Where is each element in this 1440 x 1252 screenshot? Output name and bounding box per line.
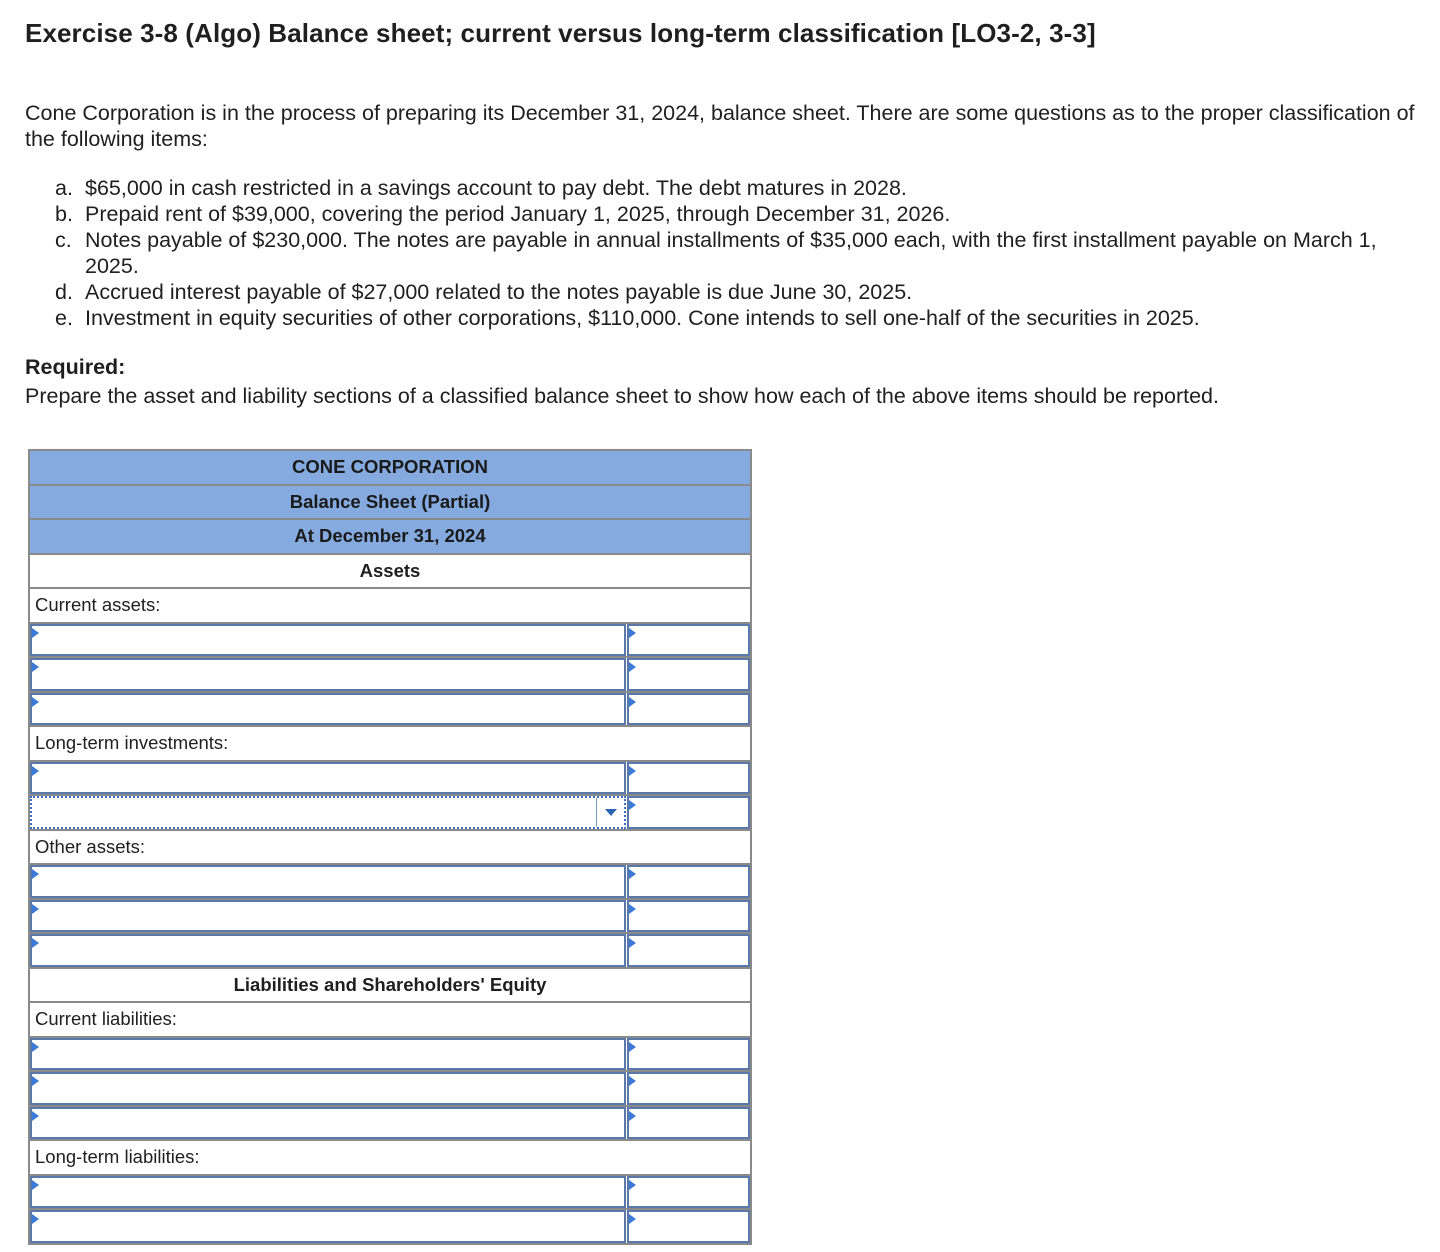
current-liability-1-amount-input[interactable] bbox=[627, 1038, 750, 1071]
other-asset-1-description-input[interactable] bbox=[30, 865, 626, 898]
table-row bbox=[30, 1072, 750, 1107]
table-row bbox=[30, 693, 750, 728]
other-asset-2-amount-input[interactable] bbox=[627, 900, 750, 933]
table-row bbox=[30, 796, 750, 831]
other-asset-1-amount-input[interactable] bbox=[627, 865, 750, 898]
long-term-investments-label: Long-term investments: bbox=[30, 727, 750, 762]
table-row bbox=[30, 934, 750, 969]
table-row bbox=[30, 865, 750, 900]
chevron-down-icon bbox=[605, 809, 617, 816]
long-term-investment-2-description-select[interactable] bbox=[30, 796, 626, 829]
item-letter: b. bbox=[55, 202, 73, 226]
input-marker-icon bbox=[32, 628, 39, 638]
item-letter: d. bbox=[55, 280, 73, 304]
input-marker-icon bbox=[32, 697, 39, 707]
item-letter: e. bbox=[55, 306, 73, 330]
input-marker-icon bbox=[629, 1214, 636, 1224]
table-row bbox=[30, 1107, 750, 1142]
exercise-title: Exercise 3-8 (Algo) Balance sheet; current versus long-term classification [LO3-2, 3-3] bbox=[25, 18, 1096, 48]
other-asset-2-description-input[interactable] bbox=[30, 900, 626, 933]
input-marker-icon bbox=[629, 766, 636, 776]
current-asset-3-amount-input[interactable] bbox=[627, 693, 750, 726]
dropdown-button[interactable] bbox=[596, 798, 624, 827]
current-liability-1-description-input[interactable] bbox=[30, 1038, 626, 1071]
other-asset-3-amount-input[interactable] bbox=[627, 934, 750, 967]
item-letter: a. bbox=[55, 176, 73, 200]
long-term-investment-1-amount-input[interactable] bbox=[627, 762, 750, 795]
input-marker-icon bbox=[629, 1076, 636, 1086]
current-assets-label: Current assets: bbox=[30, 589, 750, 624]
current-asset-1-amount-input[interactable] bbox=[627, 624, 750, 657]
input-marker-icon bbox=[629, 1042, 636, 1052]
long-term-investment-1-description-input[interactable] bbox=[30, 762, 626, 795]
table-row bbox=[30, 900, 750, 935]
input-marker-icon bbox=[32, 662, 39, 672]
item-text: Accrued interest payable of $27,000 related to the notes payable is due June 30, 2025. bbox=[85, 280, 913, 304]
input-marker-icon bbox=[32, 1111, 39, 1121]
long-term-liability-2-amount-input[interactable] bbox=[627, 1210, 750, 1243]
input-marker-icon bbox=[32, 1214, 39, 1224]
list-item bbox=[55, 305, 1425, 331]
long-term-liabilities-label: Long-term liabilities: bbox=[30, 1141, 750, 1176]
input-marker-icon bbox=[32, 1076, 39, 1086]
statement-date: At December 31, 2024 bbox=[30, 520, 750, 555]
long-term-liability-1-description-input[interactable] bbox=[30, 1176, 626, 1209]
required-text: Prepare the asset and liability sections of a classified balance sheet to show how each of the above items should be reported. bbox=[25, 384, 1219, 408]
table-row bbox=[30, 762, 750, 797]
required-heading: Required: bbox=[25, 355, 126, 379]
input-marker-icon bbox=[629, 628, 636, 638]
list-item bbox=[55, 175, 1425, 201]
input-marker-icon bbox=[32, 904, 39, 914]
input-marker-icon bbox=[629, 938, 636, 948]
table-row bbox=[30, 1176, 750, 1211]
input-marker-icon bbox=[32, 938, 39, 948]
current-liability-2-description-input[interactable] bbox=[30, 1072, 626, 1105]
input-marker-icon bbox=[629, 869, 636, 879]
input-marker-icon bbox=[629, 800, 636, 810]
intro-paragraph: Cone Corporation is in the process of preparing its December 31, 2024, balance sheet. There are some questions as to the proper classification of the following items: bbox=[25, 101, 1415, 151]
input-marker-icon bbox=[629, 1180, 636, 1190]
table-row bbox=[30, 658, 750, 693]
current-asset-2-description-input[interactable] bbox=[30, 658, 626, 691]
other-assets-label: Other assets: bbox=[30, 831, 750, 866]
table-row bbox=[30, 1038, 750, 1073]
input-marker-icon bbox=[32, 766, 39, 776]
list-item bbox=[55, 227, 1425, 279]
assets-heading: Assets bbox=[30, 555, 750, 590]
item-list bbox=[55, 175, 1425, 331]
current-liabilities-label: Current liabilities: bbox=[30, 1003, 750, 1038]
current-liability-3-amount-input[interactable] bbox=[627, 1107, 750, 1140]
current-liability-3-description-input[interactable] bbox=[30, 1107, 626, 1140]
input-marker-icon bbox=[629, 697, 636, 707]
current-asset-3-description-input[interactable] bbox=[30, 693, 626, 726]
list-item bbox=[55, 279, 1425, 305]
current-liability-2-amount-input[interactable] bbox=[627, 1072, 750, 1105]
current-asset-1-description-input[interactable] bbox=[30, 624, 626, 657]
input-marker-icon bbox=[629, 1111, 636, 1121]
long-term-liability-1-amount-input[interactable] bbox=[627, 1176, 750, 1209]
long-term-liability-2-description-input[interactable] bbox=[30, 1210, 626, 1243]
item-text: Notes payable of $230,000. The notes are payable in annual installments of $35,000 each, with the first installment payable on March 1, 2025. bbox=[85, 228, 1377, 278]
table-row bbox=[30, 1210, 750, 1245]
item-text: $65,000 in cash restricted in a savings account to pay debt. The debt matures in 2028. bbox=[85, 176, 907, 200]
input-marker-icon bbox=[32, 1180, 39, 1190]
input-marker-icon bbox=[32, 869, 39, 879]
item-text: Prepaid rent of $39,000, covering the period January 1, 2025, through December 31, 2026. bbox=[85, 202, 951, 226]
table-row bbox=[30, 624, 750, 659]
company-name: CONE CORPORATION bbox=[30, 451, 750, 486]
input-marker-icon bbox=[629, 662, 636, 672]
long-term-investment-2-amount-input[interactable] bbox=[627, 796, 750, 829]
item-text: Investment in equity securities of other corporations, $110,000. Cone intends to sell one-half of the securities in 2025. bbox=[85, 306, 1200, 330]
input-marker-icon bbox=[32, 1042, 39, 1052]
other-asset-3-description-input[interactable] bbox=[30, 934, 626, 967]
balance-sheet-table bbox=[28, 449, 752, 1245]
list-item bbox=[55, 201, 1425, 227]
current-asset-2-amount-input[interactable] bbox=[627, 658, 750, 691]
liabilities-heading: Liabilities and Shareholders' Equity bbox=[30, 969, 750, 1004]
item-letter: c. bbox=[55, 228, 72, 252]
input-marker-icon bbox=[629, 904, 636, 914]
statement-title: Balance Sheet (Partial) bbox=[30, 486, 750, 521]
